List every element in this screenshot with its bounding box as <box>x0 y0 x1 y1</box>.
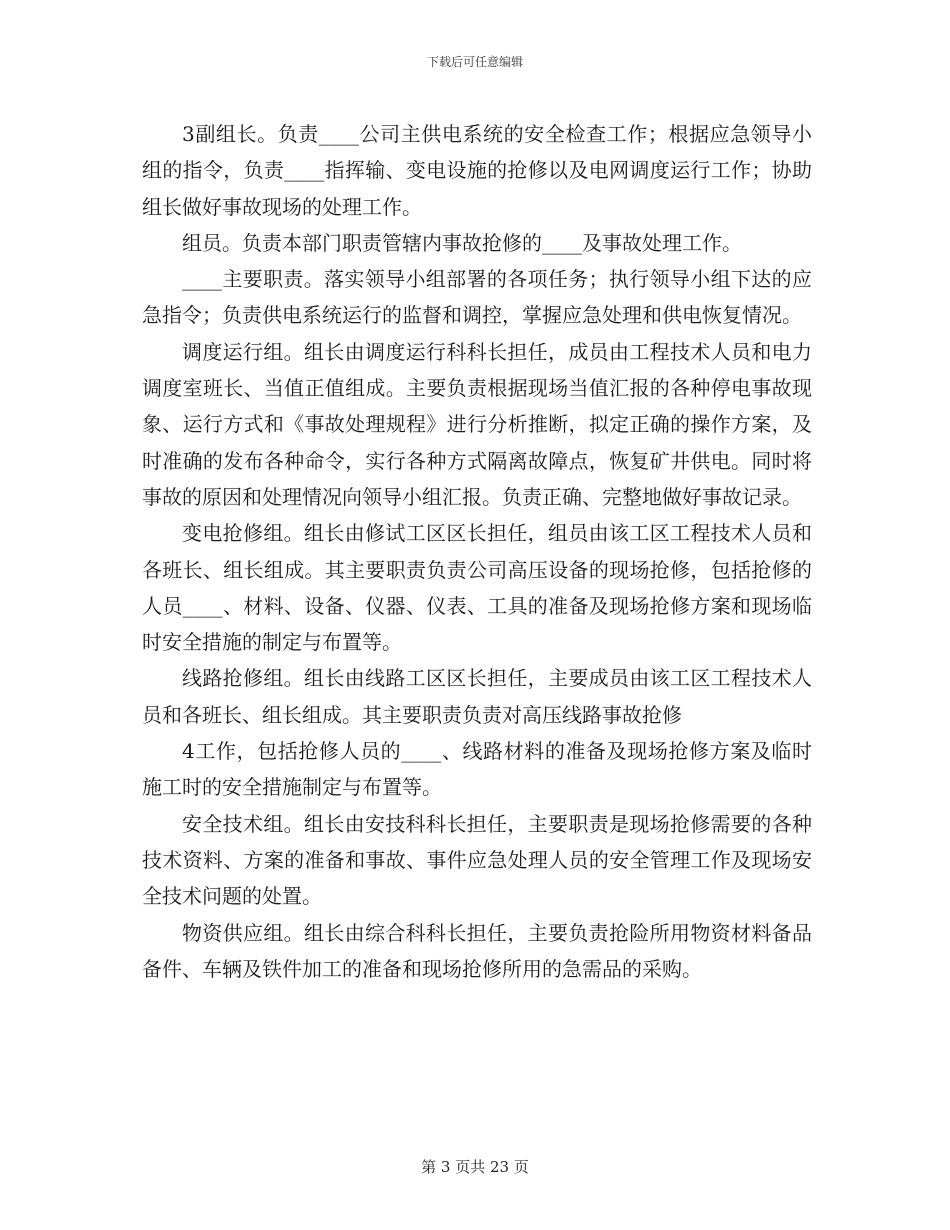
paragraph-deputy-leader: 3副组长。负责____公司主供电系统的安全检查工作；根据应急领导小组的指令，负责____指挥输、变电设施的抢修以及电网调度运行工作；协助组长做好事故现场的处理工作。 <box>142 122 812 219</box>
page-header: 下载后可任意编辑 <box>426 55 523 69</box>
document-body <box>142 116 812 987</box>
paragraph-line-repair-continued: 4工作，包括抢修人员的____、线路材料的准备及现场抢修方案及临时施工时的安全措施制定与布置等。 <box>142 739 812 800</box>
paragraph-safety-tech-group: 安全技术组。组长由安技科科长担任，主要职责是现场抢修需要的各种技术资料、方案的准备和事故、事件应急处理人员的安全管理工作及现场安全技术问题的处置。 <box>142 811 812 909</box>
paragraph-main-duties: ____主要职责。落实领导小组部署的各项任务；执行领导小组下达的应急指令；负责供电系统运行的监督和调控，掌握应急处理和供电恢复情况。 <box>142 267 812 328</box>
paragraph-substation-repair-group: 变电抢修组。组长由修试工区区长担任，组员由该工区工程技术人员和各班长、组长组成。其主要职责负责公司高压设备的现场抢修，包括抢修的人员____、材料、设备、仪器、仪表、工具的准备及现场抢修方案和现场临时安全措施的制定与布置等。 <box>142 521 812 655</box>
paragraph-dispatch-group: 调度运行组。组长由调度运行科科长担任，成员由工程技术人员和电力调度室班长、当值正值组成。主要负责根据现场当值汇报的各种停电事故现象、运行方式和《事故处理规程》进行分析推断，拟定正确的操作方案，及时准确的发布各种命令，实行各种方式隔离故障点，恢复矿井供电。同时将事故的原因和处理情况向领导小组汇报。负责正确、完整地做好事故记录。 <box>142 339 812 509</box>
paragraph-line-repair-group: 线路抢修组。组长由线路工区区长担任，主要成员由该工区工程技术人员和各班长、组长组成。其主要职责负责对高压线路事故抢修 <box>142 666 812 727</box>
paragraph-supply-group: 物资供应组。组长由综合科科长担任，主要负责抢险所用物资材料备品备件、车辆及铁件加工的准备和现场抢修所用的急需品的采购。 <box>142 920 812 981</box>
page-number: 第 3 页共 23 页 <box>421 1158 529 1176</box>
paragraph-members: 组员。负责本部门职责管辖内事故抢修的____及事故处理工作。 <box>182 230 742 255</box>
